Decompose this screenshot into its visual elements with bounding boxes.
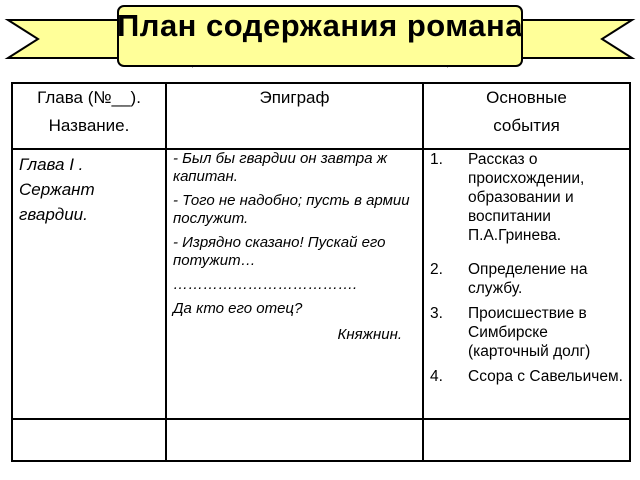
epigraph-cell xyxy=(166,149,423,419)
plan-table xyxy=(11,82,631,462)
list-item-text: Ссора с Савельичем. xyxy=(468,368,623,385)
header-events-line1: Основные xyxy=(486,88,567,107)
list-item-number: 2. xyxy=(430,261,443,278)
list-item-text: Определение на службу. xyxy=(468,261,588,297)
empty-cell xyxy=(423,419,630,461)
list-item-number: 1. xyxy=(430,151,443,168)
header-epigraph xyxy=(166,83,423,149)
header-epigraph-line1: Эпиграф xyxy=(259,88,330,107)
list-item xyxy=(430,304,623,361)
epigraph-line: Да кто его отец? xyxy=(173,300,303,317)
list-item xyxy=(430,367,623,386)
list-item xyxy=(430,260,623,298)
epigraph-line: - Изрядно сказано! Пускай его потужит… xyxy=(173,234,386,269)
table-row-empty xyxy=(12,419,630,461)
header-chapter-line1: Глава (№__). xyxy=(37,88,141,107)
page-title: План содержания романа xyxy=(116,8,524,43)
table-header-row xyxy=(12,83,630,149)
table-row xyxy=(12,149,630,419)
epigraph-line: - Того не надобно; пусть в армии послужит. xyxy=(173,192,410,227)
chapter-title-line2: гвардии. xyxy=(19,205,88,224)
empty-cell xyxy=(166,419,423,461)
epigraph-line: - Был бы гвардии он завтра ж капитан. xyxy=(173,150,388,185)
events-cell xyxy=(423,149,630,419)
header-events-line2: события xyxy=(493,116,560,135)
chapter-number: Глава I . xyxy=(19,155,84,174)
epigraph-author: Княжнин. xyxy=(337,326,402,343)
chapter-cell xyxy=(12,149,166,419)
list-item xyxy=(430,150,623,245)
list-item-number: 4. xyxy=(430,368,443,385)
empty-cell xyxy=(12,419,166,461)
chapter-title-line1: Сержант xyxy=(19,180,95,199)
events-list xyxy=(430,150,623,386)
epigraph-ellipsis: ………………………………. xyxy=(173,276,358,293)
header-chapter xyxy=(12,83,166,149)
list-item-number: 3. xyxy=(430,305,443,322)
header-chapter-line2: Название. xyxy=(48,116,130,135)
header-events xyxy=(423,83,630,149)
list-item-text: Рассказ о происхождении, образовании и воспитании П.А.Гринева. xyxy=(468,151,585,244)
list-item-text: Происшествие в Симбирске (карточный долг) xyxy=(468,305,591,360)
